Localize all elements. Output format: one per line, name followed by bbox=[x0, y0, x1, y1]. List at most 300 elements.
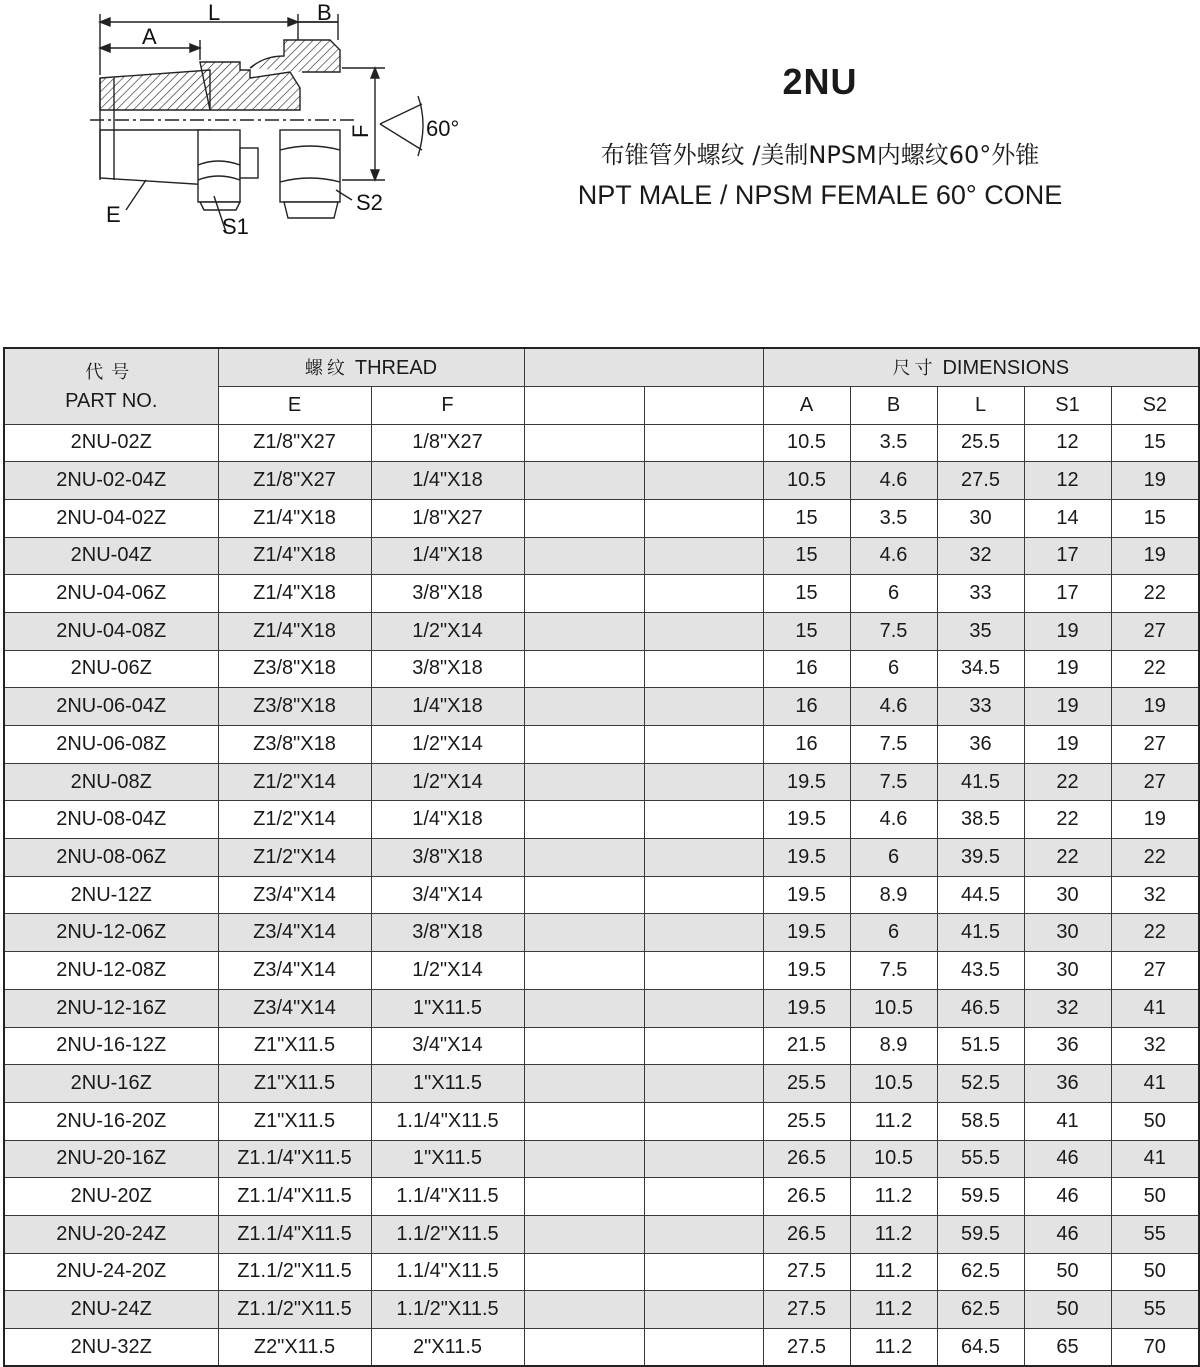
cell-blank bbox=[644, 1291, 763, 1329]
header-col-E: E bbox=[218, 386, 371, 424]
cell-dim-b: 10.5 bbox=[850, 1065, 937, 1103]
header-part-no bbox=[4, 348, 218, 424]
cell-dim-s2: 22 bbox=[1111, 839, 1199, 877]
cell-blank bbox=[524, 537, 644, 575]
cell-dim-a: 19.5 bbox=[763, 989, 850, 1027]
header-thread bbox=[218, 348, 524, 386]
cell-blank bbox=[524, 1027, 644, 1065]
cell-thread-f: 1/4"X18 bbox=[371, 537, 524, 575]
table-row bbox=[4, 424, 1199, 462]
cell-dim-b: 4.6 bbox=[850, 801, 937, 839]
cell-dim-s1: 12 bbox=[1024, 462, 1111, 500]
cell-thread-f: 1"X11.5 bbox=[371, 1065, 524, 1103]
cell-thread-e: Z1/4"X18 bbox=[218, 575, 371, 613]
fitting-drawing bbox=[90, 0, 480, 250]
cell-thread-e: Z1"X11.5 bbox=[218, 1102, 371, 1140]
cell-part-no: 2NU-12-08Z bbox=[4, 952, 218, 990]
cell-thread-e: Z1/2"X14 bbox=[218, 763, 371, 801]
cell-dim-l: 59.5 bbox=[937, 1215, 1024, 1253]
table-row bbox=[4, 1329, 1199, 1367]
cell-blank bbox=[644, 537, 763, 575]
cell-thread-e: Z3/8"X18 bbox=[218, 650, 371, 688]
cell-blank bbox=[524, 688, 644, 726]
header-dimensions-cn: 尺寸 bbox=[892, 358, 937, 380]
cell-dim-s1: 30 bbox=[1024, 952, 1111, 990]
cell-dim-l: 44.5 bbox=[937, 876, 1024, 914]
cell-dim-a: 19.5 bbox=[763, 876, 850, 914]
cell-dim-s1: 19 bbox=[1024, 726, 1111, 764]
cell-dim-l: 25.5 bbox=[937, 424, 1024, 462]
cell-part-no: 2NU-08Z bbox=[4, 763, 218, 801]
header-col-B: B bbox=[850, 386, 937, 424]
cell-dim-s1: 50 bbox=[1024, 1291, 1111, 1329]
table-row bbox=[4, 1215, 1199, 1253]
cell-blank bbox=[524, 424, 644, 462]
cell-thread-f: 1.1/2"X11.5 bbox=[371, 1291, 524, 1329]
cell-part-no: 2NU-04Z bbox=[4, 537, 218, 575]
cell-dim-l: 36 bbox=[937, 726, 1024, 764]
cell-blank bbox=[524, 952, 644, 990]
cell-thread-e: Z1/2"X14 bbox=[218, 839, 371, 877]
cell-thread-e: Z3/4"X14 bbox=[218, 876, 371, 914]
cell-dim-a: 27.5 bbox=[763, 1329, 850, 1367]
cell-thread-e: Z1.1/4"X11.5 bbox=[218, 1215, 371, 1253]
cell-dim-s2: 41 bbox=[1111, 1140, 1199, 1178]
table-row bbox=[4, 876, 1199, 914]
cell-blank bbox=[644, 876, 763, 914]
table-row bbox=[4, 1140, 1199, 1178]
cell-dim-l: 62.5 bbox=[937, 1291, 1024, 1329]
cell-dim-s2: 41 bbox=[1111, 1065, 1199, 1103]
cell-blank bbox=[524, 989, 644, 1027]
label-angle: 60° bbox=[426, 116, 460, 141]
cell-thread-f: 3/8"X18 bbox=[371, 839, 524, 877]
cell-dim-a: 16 bbox=[763, 650, 850, 688]
cell-blank bbox=[524, 839, 644, 877]
cell-dim-s1: 30 bbox=[1024, 914, 1111, 952]
cell-dim-s2: 19 bbox=[1111, 688, 1199, 726]
cell-thread-f: 1"X11.5 bbox=[371, 1140, 524, 1178]
cell-dim-a: 25.5 bbox=[763, 1065, 850, 1103]
cell-dim-a: 19.5 bbox=[763, 952, 850, 990]
title-chinese: 布锥管外螺纹 /美制NPSM内螺纹60°外锥 bbox=[600, 141, 1040, 169]
cell-thread-f: 1/2"X14 bbox=[371, 726, 524, 764]
cell-part-no: 2NU-06Z bbox=[4, 650, 218, 688]
cell-blank bbox=[524, 1102, 644, 1140]
cell-blank bbox=[644, 763, 763, 801]
cell-dim-a: 26.5 bbox=[763, 1215, 850, 1253]
cell-dim-s2: 19 bbox=[1111, 462, 1199, 500]
cell-dim-a: 27.5 bbox=[763, 1253, 850, 1291]
cell-dim-b: 10.5 bbox=[850, 989, 937, 1027]
cell-part-no: 2NU-16-12Z bbox=[4, 1027, 218, 1065]
cell-dim-s2: 32 bbox=[1111, 876, 1199, 914]
cell-blank bbox=[524, 726, 644, 764]
cell-thread-f: 1.1/2"X11.5 bbox=[371, 1215, 524, 1253]
cell-part-no: 2NU-06-04Z bbox=[4, 688, 218, 726]
cell-part-no: 2NU-08-04Z bbox=[4, 801, 218, 839]
cell-dim-s1: 17 bbox=[1024, 575, 1111, 613]
cell-dim-s2: 15 bbox=[1111, 499, 1199, 537]
header-blank bbox=[524, 348, 763, 386]
cell-thread-e: Z1/2"X14 bbox=[218, 801, 371, 839]
cell-dim-l: 41.5 bbox=[937, 763, 1024, 801]
cell-blank bbox=[524, 914, 644, 952]
cell-dim-s2: 41 bbox=[1111, 989, 1199, 1027]
header-dimensions-en: DIMENSIONS bbox=[942, 357, 1070, 380]
cell-dim-s2: 22 bbox=[1111, 575, 1199, 613]
cell-thread-e: Z1/4"X18 bbox=[218, 499, 371, 537]
header-col-L: L bbox=[937, 386, 1024, 424]
cell-blank bbox=[524, 612, 644, 650]
label-F: F bbox=[348, 124, 373, 138]
cell-dim-s1: 14 bbox=[1024, 499, 1111, 537]
label-A: A bbox=[142, 24, 157, 49]
cell-blank bbox=[644, 1178, 763, 1216]
cell-blank bbox=[524, 499, 644, 537]
cell-blank bbox=[644, 1329, 763, 1367]
cell-blank bbox=[644, 650, 763, 688]
cell-blank bbox=[644, 726, 763, 764]
cell-blank bbox=[524, 763, 644, 801]
cell-dim-b: 11.2 bbox=[850, 1329, 937, 1367]
table-row bbox=[4, 688, 1199, 726]
cell-dim-s2: 15 bbox=[1111, 424, 1199, 462]
cell-dim-a: 25.5 bbox=[763, 1102, 850, 1140]
cell-thread-e: Z1/4"X18 bbox=[218, 537, 371, 575]
table-row bbox=[4, 1027, 1199, 1065]
cell-dim-a: 19.5 bbox=[763, 839, 850, 877]
table-row bbox=[4, 650, 1199, 688]
label-S1: S1 bbox=[222, 214, 249, 239]
cell-thread-f: 1/2"X14 bbox=[371, 952, 524, 990]
cell-thread-f: 1/8"X27 bbox=[371, 424, 524, 462]
cell-thread-e: Z3/4"X14 bbox=[218, 914, 371, 952]
cell-thread-f: 1/4"X18 bbox=[371, 462, 524, 500]
cell-dim-l: 33 bbox=[937, 575, 1024, 613]
table-row bbox=[4, 1291, 1199, 1329]
table-row bbox=[4, 1253, 1199, 1291]
cell-blank bbox=[524, 801, 644, 839]
cell-blank bbox=[524, 1253, 644, 1291]
table-row bbox=[4, 914, 1199, 952]
cell-thread-f: 3/8"X18 bbox=[371, 575, 524, 613]
cell-dim-s2: 22 bbox=[1111, 914, 1199, 952]
cell-part-no: 2NU-04-08Z bbox=[4, 612, 218, 650]
cell-dim-a: 19.5 bbox=[763, 801, 850, 839]
header-part-no-cn: 代号 bbox=[85, 361, 138, 383]
cell-thread-f: 1.1/4"X11.5 bbox=[371, 1178, 524, 1216]
cell-blank bbox=[644, 1253, 763, 1291]
cell-dim-l: 51.5 bbox=[937, 1027, 1024, 1065]
header-col-blank-1 bbox=[524, 386, 644, 424]
cell-thread-f: 1.1/4"X11.5 bbox=[371, 1102, 524, 1140]
cell-dim-s2: 19 bbox=[1111, 801, 1199, 839]
cell-dim-l: 46.5 bbox=[937, 989, 1024, 1027]
cell-dim-s1: 22 bbox=[1024, 839, 1111, 877]
cell-blank bbox=[524, 462, 644, 500]
cell-thread-f: 1/2"X14 bbox=[371, 763, 524, 801]
cell-dim-a: 15 bbox=[763, 612, 850, 650]
cell-dim-s1: 36 bbox=[1024, 1027, 1111, 1065]
cell-dim-s1: 46 bbox=[1024, 1140, 1111, 1178]
table-row bbox=[4, 989, 1199, 1027]
table-row bbox=[4, 462, 1199, 500]
cell-dim-a: 15 bbox=[763, 499, 850, 537]
cell-dim-s1: 19 bbox=[1024, 650, 1111, 688]
table-row bbox=[4, 801, 1199, 839]
cell-dim-l: 35 bbox=[937, 612, 1024, 650]
cell-dim-a: 15 bbox=[763, 575, 850, 613]
cell-dim-a: 16 bbox=[763, 688, 850, 726]
cell-thread-f: 1/4"X18 bbox=[371, 688, 524, 726]
cell-dim-b: 6 bbox=[850, 839, 937, 877]
cell-thread-f: 3/4"X14 bbox=[371, 1027, 524, 1065]
cell-blank bbox=[644, 424, 763, 462]
cell-part-no: 2NU-02-04Z bbox=[4, 462, 218, 500]
cell-thread-e: Z1/4"X18 bbox=[218, 612, 371, 650]
cell-dim-a: 15 bbox=[763, 537, 850, 575]
cell-part-no: 2NU-20-16Z bbox=[4, 1140, 218, 1178]
cell-dim-s2: 19 bbox=[1111, 537, 1199, 575]
table-row bbox=[4, 499, 1199, 537]
cell-thread-e: Z1.1/2"X11.5 bbox=[218, 1253, 371, 1291]
cell-dim-l: 62.5 bbox=[937, 1253, 1024, 1291]
cell-dim-s1: 41 bbox=[1024, 1102, 1111, 1140]
cell-part-no: 2NU-16Z bbox=[4, 1065, 218, 1103]
cell-dim-a: 10.5 bbox=[763, 462, 850, 500]
cell-dim-s1: 30 bbox=[1024, 876, 1111, 914]
header-part-no-en: PART NO. bbox=[65, 389, 158, 412]
cell-dim-s1: 50 bbox=[1024, 1253, 1111, 1291]
cell-dim-a: 19.5 bbox=[763, 763, 850, 801]
label-S2: S2 bbox=[356, 190, 383, 215]
cell-dim-s1: 22 bbox=[1024, 801, 1111, 839]
cell-dim-b: 4.6 bbox=[850, 537, 937, 575]
cell-thread-f: 1.1/4"X11.5 bbox=[371, 1253, 524, 1291]
cell-dim-b: 11.2 bbox=[850, 1291, 937, 1329]
cell-blank bbox=[524, 1215, 644, 1253]
label-L: L bbox=[208, 0, 221, 25]
product-code: 2NU bbox=[782, 61, 858, 102]
cell-thread-e: Z1.1/4"X11.5 bbox=[218, 1178, 371, 1216]
table-row bbox=[4, 1178, 1199, 1216]
cell-dim-b: 6 bbox=[850, 650, 937, 688]
cell-dim-b: 11.2 bbox=[850, 1178, 937, 1216]
header-col-blank-2 bbox=[644, 386, 763, 424]
cell-dim-s2: 27 bbox=[1111, 726, 1199, 764]
cell-thread-f: 3/8"X18 bbox=[371, 650, 524, 688]
cell-part-no: 2NU-12Z bbox=[4, 876, 218, 914]
cell-part-no: 2NU-04-06Z bbox=[4, 575, 218, 613]
cell-dim-b: 7.5 bbox=[850, 612, 937, 650]
cell-thread-e: Z1"X11.5 bbox=[218, 1027, 371, 1065]
cell-dim-l: 30 bbox=[937, 499, 1024, 537]
cell-part-no: 2NU-12-06Z bbox=[4, 914, 218, 952]
cell-dim-s2: 70 bbox=[1111, 1329, 1199, 1367]
cell-dim-l: 41.5 bbox=[937, 914, 1024, 952]
cell-dim-l: 27.5 bbox=[937, 462, 1024, 500]
cell-part-no: 2NU-04-02Z bbox=[4, 499, 218, 537]
cell-blank bbox=[644, 952, 763, 990]
cell-dim-b: 6 bbox=[850, 914, 937, 952]
cell-blank bbox=[644, 801, 763, 839]
cell-thread-e: Z3/4"X14 bbox=[218, 952, 371, 990]
cell-dim-s1: 36 bbox=[1024, 1065, 1111, 1103]
cell-dim-a: 27.5 bbox=[763, 1291, 850, 1329]
cell-dim-l: 43.5 bbox=[937, 952, 1024, 990]
cell-blank bbox=[644, 1102, 763, 1140]
cell-blank bbox=[644, 575, 763, 613]
cell-dim-a: 10.5 bbox=[763, 424, 850, 462]
cell-part-no: 2NU-24-20Z bbox=[4, 1253, 218, 1291]
cell-dim-l: 59.5 bbox=[937, 1178, 1024, 1216]
cell-dim-b: 11.2 bbox=[850, 1215, 937, 1253]
cell-blank bbox=[524, 1329, 644, 1367]
cell-part-no: 2NU-20-24Z bbox=[4, 1215, 218, 1253]
cell-dim-s2: 55 bbox=[1111, 1215, 1199, 1253]
cell-blank bbox=[644, 1065, 763, 1103]
cell-blank bbox=[524, 575, 644, 613]
cell-part-no: 2NU-06-08Z bbox=[4, 726, 218, 764]
cell-dim-b: 4.6 bbox=[850, 462, 937, 500]
cell-dim-b: 7.5 bbox=[850, 726, 937, 764]
cell-part-no: 2NU-08-06Z bbox=[4, 839, 218, 877]
cell-blank bbox=[644, 462, 763, 500]
header-col-A: A bbox=[763, 386, 850, 424]
cell-dim-l: 39.5 bbox=[937, 839, 1024, 877]
cell-blank bbox=[524, 1291, 644, 1329]
cell-thread-e: Z3/8"X18 bbox=[218, 726, 371, 764]
header-col-F: F bbox=[371, 386, 524, 424]
header-col-S1: S1 bbox=[1024, 386, 1111, 424]
spec-table bbox=[3, 347, 1200, 1367]
cell-blank bbox=[644, 1215, 763, 1253]
cell-dim-s2: 27 bbox=[1111, 612, 1199, 650]
cell-blank bbox=[644, 989, 763, 1027]
cell-thread-e: Z1/8"X27 bbox=[218, 424, 371, 462]
header-thread-en: THREAD bbox=[354, 357, 438, 380]
cell-dim-l: 34.5 bbox=[937, 650, 1024, 688]
table-row bbox=[4, 952, 1199, 990]
cell-dim-b: 4.6 bbox=[850, 688, 937, 726]
cell-dim-s1: 46 bbox=[1024, 1215, 1111, 1253]
cell-dim-s2: 50 bbox=[1111, 1178, 1199, 1216]
cell-thread-f: 2"X11.5 bbox=[371, 1329, 524, 1367]
cell-blank bbox=[524, 1140, 644, 1178]
cell-dim-l: 64.5 bbox=[937, 1329, 1024, 1367]
table-row bbox=[4, 537, 1199, 575]
cell-blank bbox=[644, 839, 763, 877]
cell-dim-s1: 17 bbox=[1024, 537, 1111, 575]
label-B: B bbox=[317, 0, 332, 25]
cell-part-no: 2NU-24Z bbox=[4, 1291, 218, 1329]
cell-dim-l: 38.5 bbox=[937, 801, 1024, 839]
cell-dim-a: 26.5 bbox=[763, 1178, 850, 1216]
header-row-1 bbox=[4, 348, 1199, 386]
cell-dim-s1: 65 bbox=[1024, 1329, 1111, 1367]
cell-dim-b: 3.5 bbox=[850, 499, 937, 537]
cell-thread-f: 3/4"X14 bbox=[371, 876, 524, 914]
table-body bbox=[4, 424, 1199, 1366]
cell-thread-f: 3/8"X18 bbox=[371, 914, 524, 952]
table-row bbox=[4, 1065, 1199, 1103]
cell-thread-f: 1/4"X18 bbox=[371, 801, 524, 839]
cell-blank bbox=[644, 1140, 763, 1178]
cell-dim-l: 33 bbox=[937, 688, 1024, 726]
cell-dim-s2: 50 bbox=[1111, 1253, 1199, 1291]
cell-dim-l: 32 bbox=[937, 537, 1024, 575]
header-col-S2: S2 bbox=[1111, 386, 1199, 424]
cell-dim-b: 11.2 bbox=[850, 1102, 937, 1140]
table-row bbox=[4, 763, 1199, 801]
cell-blank bbox=[524, 650, 644, 688]
cell-thread-f: 1"X11.5 bbox=[371, 989, 524, 1027]
cell-blank bbox=[644, 688, 763, 726]
cell-blank bbox=[644, 1027, 763, 1065]
header-dimensions bbox=[763, 348, 1199, 386]
cell-thread-e: Z1.1/4"X11.5 bbox=[218, 1140, 371, 1178]
cell-thread-e: Z1.1/2"X11.5 bbox=[218, 1291, 371, 1329]
cell-dim-l: 52.5 bbox=[937, 1065, 1024, 1103]
cell-part-no: 2NU-02Z bbox=[4, 424, 218, 462]
cell-dim-s2: 55 bbox=[1111, 1291, 1199, 1329]
table-row bbox=[4, 1102, 1199, 1140]
title-block bbox=[520, 55, 1120, 211]
cell-dim-s2: 32 bbox=[1111, 1027, 1199, 1065]
cell-blank bbox=[644, 914, 763, 952]
cell-dim-s2: 27 bbox=[1111, 763, 1199, 801]
cell-part-no: 2NU-32Z bbox=[4, 1329, 218, 1367]
cell-dim-a: 16 bbox=[763, 726, 850, 764]
title-english: NPT MALE / NPSM FEMALE 60° CONE bbox=[577, 180, 1063, 210]
cell-dim-b: 3.5 bbox=[850, 424, 937, 462]
cell-dim-s1: 22 bbox=[1024, 763, 1111, 801]
cell-blank bbox=[524, 1065, 644, 1103]
cell-thread-f: 1/2"X14 bbox=[371, 612, 524, 650]
cell-dim-l: 58.5 bbox=[937, 1102, 1024, 1140]
header-thread-cn: 螺纹 bbox=[304, 358, 349, 380]
cell-dim-s1: 32 bbox=[1024, 989, 1111, 1027]
cell-dim-b: 7.5 bbox=[850, 952, 937, 990]
cell-dim-a: 21.5 bbox=[763, 1027, 850, 1065]
cell-part-no: 2NU-12-16Z bbox=[4, 989, 218, 1027]
cell-blank bbox=[524, 1178, 644, 1216]
cell-thread-e: Z3/4"X14 bbox=[218, 989, 371, 1027]
cell-dim-s2: 27 bbox=[1111, 952, 1199, 990]
cell-thread-e: Z3/8"X18 bbox=[218, 688, 371, 726]
cell-dim-b: 8.9 bbox=[850, 876, 937, 914]
table-row bbox=[4, 726, 1199, 764]
cell-dim-s2: 22 bbox=[1111, 650, 1199, 688]
cell-dim-a: 19.5 bbox=[763, 914, 850, 952]
cell-thread-e: Z1"X11.5 bbox=[218, 1065, 371, 1103]
cell-dim-s1: 19 bbox=[1024, 688, 1111, 726]
table-row bbox=[4, 839, 1199, 877]
cell-thread-e: Z1/8"X27 bbox=[218, 462, 371, 500]
cell-dim-s1: 19 bbox=[1024, 612, 1111, 650]
cell-dim-l: 55.5 bbox=[937, 1140, 1024, 1178]
table-row bbox=[4, 575, 1199, 613]
label-E: E bbox=[106, 202, 121, 227]
cell-dim-b: 6 bbox=[850, 575, 937, 613]
cell-part-no: 2NU-20Z bbox=[4, 1178, 218, 1216]
cell-blank bbox=[644, 612, 763, 650]
cell-part-no: 2NU-16-20Z bbox=[4, 1102, 218, 1140]
cell-dim-s1: 12 bbox=[1024, 424, 1111, 462]
cell-dim-b: 10.5 bbox=[850, 1140, 937, 1178]
cell-dim-b: 7.5 bbox=[850, 763, 937, 801]
